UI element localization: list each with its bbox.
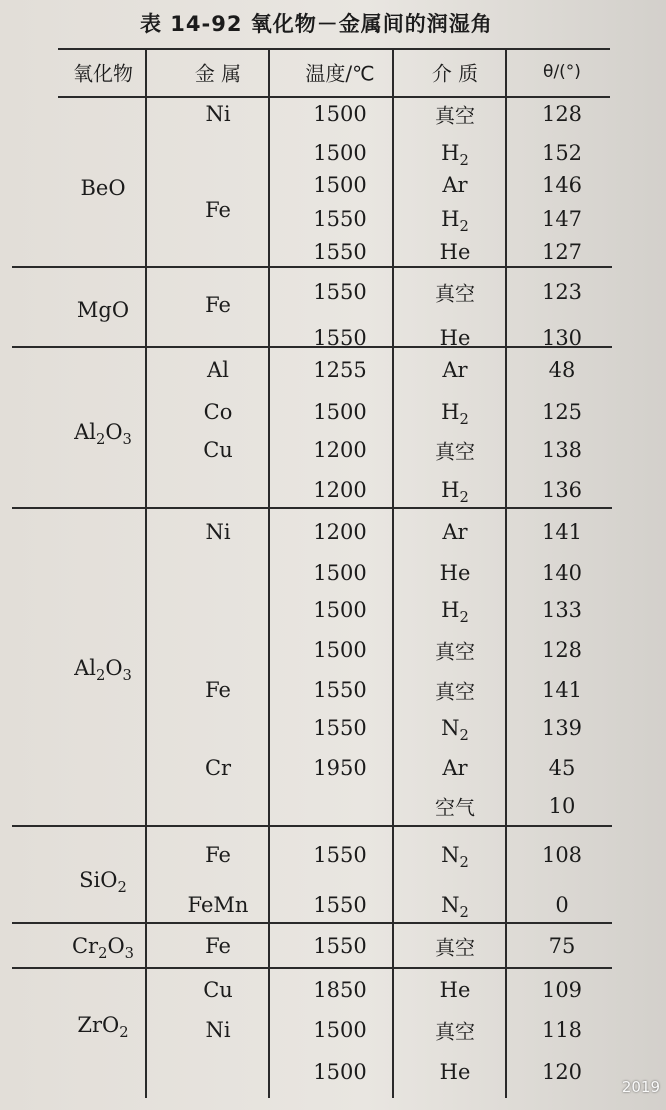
angle-cell: 118 bbox=[541, 1018, 583, 1042]
medium-cell: $H_2$ bbox=[441, 141, 469, 170]
temperature-cell: 1550 bbox=[313, 678, 367, 702]
medium-cell: $H_2$ bbox=[441, 478, 469, 507]
angle-cell: 125 bbox=[541, 400, 583, 424]
metal-cell: Ni bbox=[205, 102, 231, 126]
metal-cell: Cu bbox=[203, 978, 233, 1002]
angle-cell: 123 bbox=[541, 280, 583, 304]
temperature-cell: 1550 bbox=[313, 280, 367, 304]
medium-cell: $N_2$ bbox=[441, 716, 469, 745]
medium-cell: 空气 bbox=[435, 795, 475, 820]
metal-cell: Ni bbox=[205, 520, 231, 544]
temperature-cell: 1500 bbox=[313, 598, 367, 622]
metal-cell: Fe bbox=[205, 934, 231, 958]
medium-cell: 真空 bbox=[435, 639, 475, 664]
angle-cell: 152 bbox=[541, 141, 583, 165]
column-rule-2 bbox=[268, 48, 270, 1098]
angle-cell: 108 bbox=[541, 843, 583, 867]
group-rule-4 bbox=[12, 825, 612, 827]
angle-cell: 127 bbox=[541, 240, 583, 264]
header-temperature: 温度/℃ bbox=[305, 61, 375, 86]
temperature-cell: 1200 bbox=[313, 520, 367, 544]
temperature-cell: 1500 bbox=[313, 561, 367, 585]
oxide-label: ZrO$_2$ bbox=[77, 1013, 129, 1042]
medium-cell: $H_2$ bbox=[441, 207, 469, 236]
temperature-cell: 1950 bbox=[313, 756, 367, 780]
angle-cell: 48 bbox=[548, 358, 576, 382]
metal-cell: Co bbox=[203, 400, 233, 424]
metal-cell: Fe bbox=[205, 293, 231, 317]
header-bottom-rule bbox=[58, 96, 610, 98]
oxide-label: MgO bbox=[76, 298, 130, 322]
temperature-cell: 1500 bbox=[313, 141, 367, 165]
temperature-cell: 1255 bbox=[313, 358, 367, 382]
angle-cell: 140 bbox=[541, 561, 583, 585]
group-rule-1 bbox=[12, 266, 612, 268]
temperature-cell: 1550 bbox=[313, 207, 367, 231]
temperature-cell: 1550 bbox=[313, 240, 367, 264]
medium-cell: 真空 bbox=[435, 935, 475, 960]
medium-cell: 真空 bbox=[435, 1019, 475, 1044]
angle-cell: 138 bbox=[541, 438, 583, 462]
temperature-cell: 1550 bbox=[313, 326, 367, 350]
angle-cell: 141 bbox=[541, 678, 583, 702]
medium-cell: $H_2$ bbox=[441, 598, 469, 627]
medium-cell: Ar bbox=[442, 756, 468, 780]
temperature-cell: 1550 bbox=[313, 934, 367, 958]
temperature-cell: 1500 bbox=[313, 173, 367, 197]
angle-cell: 75 bbox=[548, 934, 576, 958]
temperature-cell: 1550 bbox=[313, 716, 367, 740]
angle-cell: 109 bbox=[541, 978, 583, 1002]
metal-cell: Al bbox=[207, 358, 229, 382]
group-rule-3 bbox=[12, 507, 612, 509]
medium-cell: He bbox=[439, 326, 471, 350]
oxide-label: $Al_2O_3$ bbox=[74, 420, 132, 449]
temperature-cell: 1850 bbox=[313, 978, 367, 1002]
header-medium: 介 质 bbox=[431, 61, 479, 86]
metal-cell: Fe bbox=[205, 198, 231, 222]
angle-cell: 141 bbox=[541, 520, 583, 544]
oxide-label: SiO$_2$ bbox=[79, 868, 127, 897]
header-top-rule bbox=[58, 48, 610, 50]
metal-cell: Cr bbox=[204, 756, 232, 780]
medium-cell: Ar bbox=[442, 173, 468, 197]
group-rule-5 bbox=[12, 922, 612, 924]
medium-cell: $N_2$ bbox=[441, 893, 469, 922]
group-rule-6 bbox=[12, 967, 612, 969]
medium-cell: $N_2$ bbox=[441, 843, 469, 872]
temperature-cell: 1500 bbox=[313, 638, 367, 662]
medium-cell: 真空 bbox=[435, 439, 475, 464]
oxide-label: BeO bbox=[80, 176, 126, 200]
column-rule-1 bbox=[145, 48, 147, 1098]
angle-cell: 146 bbox=[541, 173, 583, 197]
medium-cell: He bbox=[439, 240, 471, 264]
angle-cell: 10 bbox=[548, 794, 576, 818]
header-oxide: 氧化物 bbox=[73, 61, 133, 86]
temperature-cell: 1500 bbox=[313, 1060, 367, 1084]
angle-cell: 136 bbox=[541, 478, 583, 502]
angle-cell: 120 bbox=[541, 1060, 583, 1084]
medium-cell: He bbox=[439, 561, 471, 585]
temperature-cell: 1500 bbox=[313, 400, 367, 424]
angle-cell: 130 bbox=[541, 326, 583, 350]
angle-cell: 45 bbox=[548, 756, 576, 780]
temperature-cell: 1500 bbox=[313, 1018, 367, 1042]
temperature-cell: 1550 bbox=[313, 893, 367, 917]
medium-cell: He bbox=[439, 1060, 471, 1084]
metal-cell: Ni bbox=[205, 1018, 231, 1042]
medium-cell: 真空 bbox=[435, 103, 475, 128]
angle-cell: 133 bbox=[541, 598, 583, 622]
angle-cell: 128 bbox=[541, 102, 583, 126]
oxide-label: $Cr_2O_3$ bbox=[71, 934, 135, 963]
medium-cell: He bbox=[439, 978, 471, 1002]
column-rule-3 bbox=[392, 48, 394, 1098]
temperature-cell: 1500 bbox=[313, 102, 367, 126]
temperature-cell: 1200 bbox=[313, 438, 367, 462]
group-rule-2 bbox=[12, 346, 612, 348]
header-metal: 金 属 bbox=[194, 61, 242, 86]
oxide-label: $Al_2O_3$ bbox=[74, 656, 132, 685]
angle-cell: 147 bbox=[541, 207, 583, 231]
medium-cell: $H_2$ bbox=[441, 400, 469, 429]
metal-cell: Fe bbox=[205, 843, 231, 867]
temperature-cell: 1550 bbox=[313, 843, 367, 867]
medium-cell: 真空 bbox=[435, 679, 475, 704]
metal-cell: Fe bbox=[205, 678, 231, 702]
angle-cell: 128 bbox=[541, 638, 583, 662]
metal-cell: Cu bbox=[203, 438, 233, 462]
table-title: 表 14-92 氧化物－金属间的润湿角 bbox=[140, 12, 493, 36]
metal-cell: FeMn bbox=[187, 893, 249, 917]
column-rule-4 bbox=[505, 48, 507, 1098]
medium-cell: Ar bbox=[442, 358, 468, 382]
photo-timestamp: 2019 bbox=[621, 1078, 660, 1096]
angle-cell: 139 bbox=[541, 716, 583, 740]
header-angle: θ/(°) bbox=[543, 62, 581, 82]
medium-cell: 真空 bbox=[435, 281, 475, 306]
medium-cell: Ar bbox=[442, 520, 468, 544]
temperature-cell: 1200 bbox=[313, 478, 367, 502]
angle-cell: 0 bbox=[555, 893, 569, 917]
